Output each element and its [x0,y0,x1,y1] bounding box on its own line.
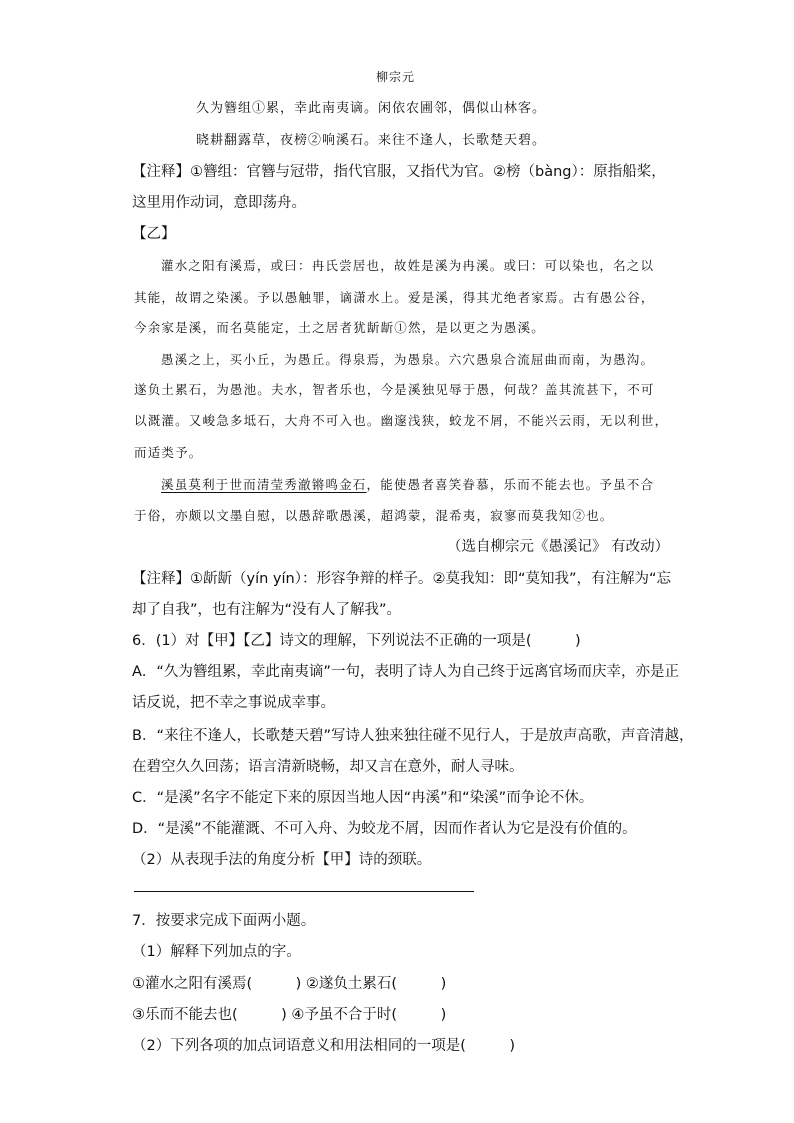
yi-p2-line-1: 愚溪之上，买小丘，为愚丘。得泉焉，为愚泉。六穴愚泉合流屈曲而南，为愚沟。 [161,352,655,367]
poem-line-1: 久为簪组①累，幸此南夷谪。闲依农圃邻，偶似山林客。 [196,101,547,116]
underlined-sentence: 溪虽莫利于世而清莹秀澈锵鸣金石 [161,477,367,492]
option-d: D．“是溪”不能灌溉、不可入舟、为蛟龙不屑，因而作者认为它是没有价值的。 [132,821,637,837]
section-yi-header: 【乙】 [132,226,176,242]
yi-p2-line-2: 遂负土累石，为愚池。夫水，智者乐也，今是溪独见辱于愚，何哉？盖其流甚下，不可 [134,382,655,397]
yi-p3-rest: ，能使愚者喜笑眷慕，乐而不能去也。予虽不合 [366,477,655,492]
question-7-items-1: ①灌水之阳有溪焉( ) ②遂负土累石( ) [132,976,447,992]
option-a-line-1: A．“久为簪组累，幸此南夷谪”一句，表明了诗人为自己终于远离官场而庆幸，亦是正 [132,664,679,680]
question-7-items-2: ③乐而不能去也( ) ④予虽不合于时( ) [132,1007,447,1023]
yi-p1-line-1: 灌水之阳有溪焉，或曰：冉氏尝居也，故姓是溪为冉溪。或曰：可以染也，名之以 [161,258,655,273]
question-6-stem: 6．(1）对【甲】【乙】诗文的理解，下列说法不正确的一项是( ) [132,633,581,649]
note-jia-line-1: 【注释】①簪组：官簪与冠带，指代官服，又指代为官。②榜（bàng）：原指船桨， [132,164,666,180]
poem-line-2: 晓耕翻露草，夜榜②响溪石。来往不逢人，长歌楚天碧。 [196,133,547,148]
question-7-sub-2: （2）下列各项的加点词语意义和用法相同的一项是( ) [132,1038,516,1054]
note-jia-line-2: 这里用作动词，意即荡舟。 [132,195,306,211]
option-a-line-2: 话反说，把不幸之事说成幸事。 [132,695,335,711]
note-yi-line-1: 【注释】①龂龂（yín yín）：形容争辩的样子。②莫我知：即“莫知我”，有注解为“忘 [132,571,671,587]
option-b-line-2: 在碧空久久回荡；语言清新晓畅，却又言在意外，耐人寻味。 [132,759,524,775]
source-citation: （选自柳宗元《愚溪记》 有改动） [447,539,670,555]
option-c: C．“是溪”名字不能定下来的原因当地人因“冉溪”和“染溪”而争论不休。 [132,790,594,806]
yi-p3-line-1 [161,475,654,493]
poem-author: 柳宗元 [376,70,416,84]
yi-p2-line-4: 而适类予。 [134,445,203,460]
answer-line [134,891,474,892]
option-b-line-1: B．“来往不逢人，长歌楚天碧”写诗人独来独往碰不见行人，于是放声高歌，声音清越， [132,728,694,744]
yi-p1-line-2: 其能，故谓之染溪。予以愚触罪，谪潇水上。爱是溪，得其尤绝者家焉。古有愚公谷， [134,290,655,305]
yi-p3-line-2: 于俗，亦颇以文墨自慰，以愚辞歌愚溪，超鸿蒙，混希夷，寂寥而莫我知②也。 [134,508,614,523]
question-7-stem: 7．按要求完成下面两小题。 [132,913,316,929]
question-7-sub-1: （1）解释下列加点的字。 [132,944,301,960]
note-yi-line-2: 却了自我”，也有注解为“没有人了解我”。 [132,602,402,618]
yi-p2-line-3: 以溉灌。又峻急多坻石，大舟不可入也。幽邃浅狭，蛟龙不屑，不能兴云雨，无以利世， [134,413,669,428]
yi-p1-line-3: 今余家是溪，而名莫能定，土之居者犹龂龂①然，是以更之为愚溪。 [134,320,546,335]
question-6-sub-2: （2）从表现手法的角度分析【甲】诗的颈联。 [132,852,432,868]
